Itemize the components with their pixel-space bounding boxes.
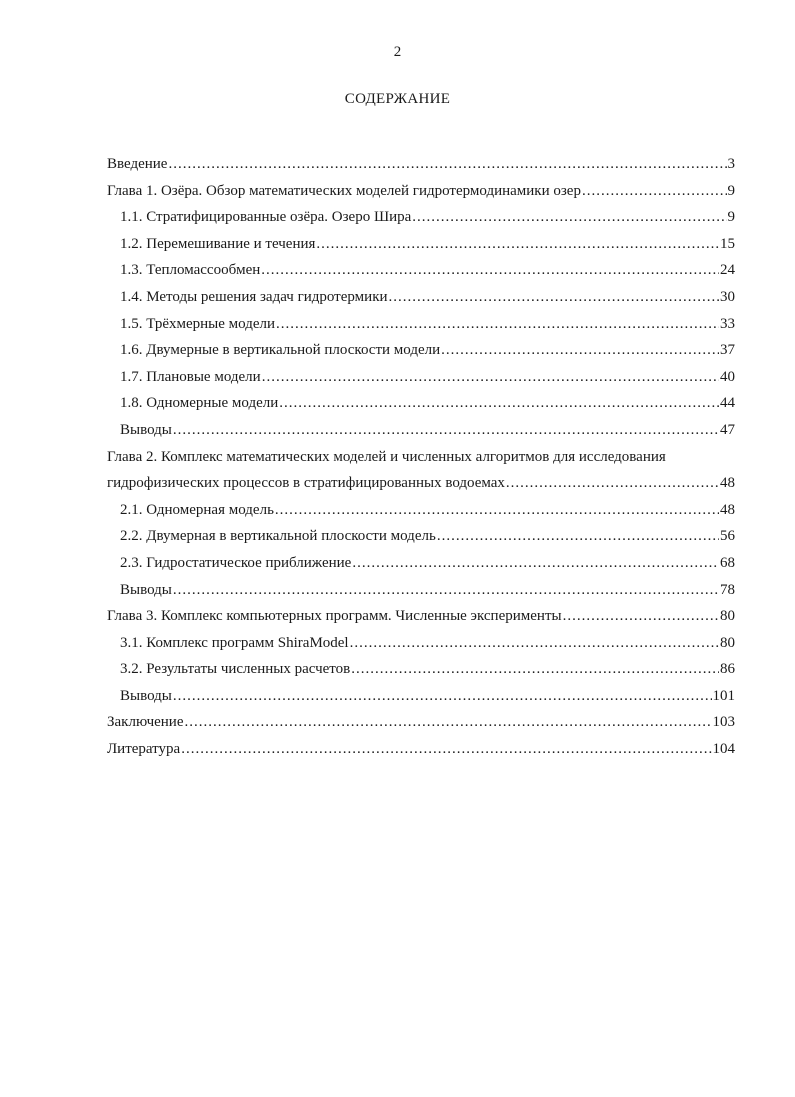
toc-entry-label: Выводы [120,581,172,598]
toc-entry-label: 1.8. Одномерные модели [120,395,279,412]
toc-entry-page: 9 [727,209,735,226]
toc-entry-section-1-6[interactable] [107,337,735,364]
toc-entry-label: 2.3. Гидростатическое приближение [120,554,352,571]
dot-leader [412,204,726,231]
dot-leader [276,311,719,338]
toc-entry-page: 104 [712,741,735,758]
toc-entry-page: 30 [720,288,735,305]
toc-entry-conclusion[interactable] [107,709,735,736]
toc-entry-page: 40 [720,368,735,385]
toc-entry-section-1-5[interactable] [107,311,735,338]
toc-title: СОДЕРЖАНИЕ [344,91,451,107]
toc-entry-section-3-1[interactable] [107,630,735,657]
dot-leader [279,390,719,417]
toc-entry-literature[interactable] [107,736,735,763]
toc-entry-label: 1.1. Стратифицированные озёра. Озеро Шира [120,209,412,226]
toc-entry-section-1-1[interactable] [107,204,735,231]
toc-entry-label: 1.4. Методы решения задач гидротермики [120,288,388,305]
dot-leader [582,178,727,205]
toc-entry-section-1-4[interactable] [107,284,735,311]
toc-entry-section-3-2[interactable] [107,656,735,683]
dot-leader [275,497,719,524]
dot-leader [173,577,719,604]
toc-entry-introduction[interactable] [107,151,735,178]
toc-entry-page: 86 [720,661,735,678]
toc-entry-label: 1.7. Плановые модели [120,368,261,385]
toc-entry-label-line-2: гидрофизических процессов в стратифицированных водоемах [107,475,505,492]
dot-leader [181,736,711,763]
toc-entry-page: 103 [712,714,735,731]
dot-leader [351,656,719,683]
toc-entry-label: Выводы [120,421,172,438]
dot-leader [350,630,719,657]
dot-leader [168,151,726,178]
toc-entry-page: 48 [720,475,735,492]
toc-entry-conclusions-2[interactable] [107,577,735,604]
toc-entry-section-2-1[interactable] [107,497,735,524]
toc-entry-page: 33 [720,315,735,332]
toc-entry-label: Заключение [107,714,184,731]
toc-entry-page: 78 [720,581,735,598]
toc-entry-chapter-3[interactable] [107,603,735,630]
toc-entry-label: 1.3. Тепломассообмен [120,262,261,279]
toc-entry-section-2-3[interactable] [107,550,735,577]
toc-entry-page: 80 [720,608,735,625]
table-of-contents [107,151,735,763]
toc-entry-section-1-8[interactable] [107,390,735,417]
dot-leader [316,231,719,258]
toc-entry-label: Введение [107,156,168,172]
toc-entry-label: Глава 1. Озёра. Обзор математических моделей гидротермодинамики озер [107,182,581,199]
dot-leader [262,364,719,391]
dot-leader [437,523,719,550]
toc-entry-page: 44 [720,395,735,412]
toc-entry-page: 56 [720,528,735,545]
toc-entry-label: 1.6. Двумерные в вертикальной плоскости модели [120,342,441,359]
toc-entry-label: 3.2. Результаты численных расчетов [120,661,351,678]
toc-entry-page: 48 [720,501,735,518]
toc-entry-section-2-2[interactable] [107,523,735,550]
toc-entry-chapter-1[interactable] [107,178,735,205]
toc-entry-label: Литература [107,741,181,758]
toc-entry-page: 15 [720,235,735,252]
toc-entry-page: 47 [720,421,735,438]
toc-entry-label: 2.2. Двумерная в вертикальной плоскости модель [120,528,436,545]
dot-leader [261,257,719,284]
toc-entry-label: 2.1. Одномерная модель [120,501,274,518]
toc-entry-label: 1.2. Перемешивание и течения [120,235,316,252]
toc-entry-page: 101 [712,687,735,704]
toc-entry-section-1-3[interactable] [107,257,735,284]
toc-entry-label: 3.1. Комплекс программ ShiraModel [120,634,349,651]
toc-entry-page: 37 [720,342,735,359]
toc-entry-page: 80 [720,634,735,651]
toc-entry-chapter-2[interactable] [107,444,735,497]
dot-leader [506,470,719,497]
toc-entry-conclusions-3[interactable] [107,683,735,710]
toc-entry-section-1-2[interactable] [107,231,735,258]
dot-leader [185,709,712,736]
toc-entry-conclusions-1[interactable] [107,417,735,444]
toc-entry-label-line-1: Глава 2. Комплекс математических моделей и численных алгоритмов для исследования [107,448,666,465]
dot-leader [173,417,719,444]
toc-entry-page: 9 [727,182,735,199]
toc-entry-page: 24 [720,262,735,279]
dot-leader [441,337,719,364]
page-number: 2 [393,44,402,60]
dot-leader [563,603,719,630]
dot-leader [352,550,719,577]
dot-leader [389,284,719,311]
toc-entry-label: Глава 3. Комплекс компьютерных программ. Численные эксперименты [107,608,562,625]
toc-entry-page: 3 [727,156,735,172]
toc-entry-section-1-7[interactable] [107,364,735,391]
toc-entry-label: Выводы [120,687,172,704]
toc-entry-label: 1.5. Трёхмерные модели [120,315,276,332]
toc-entry-page: 68 [720,554,735,571]
dot-leader [173,683,712,710]
